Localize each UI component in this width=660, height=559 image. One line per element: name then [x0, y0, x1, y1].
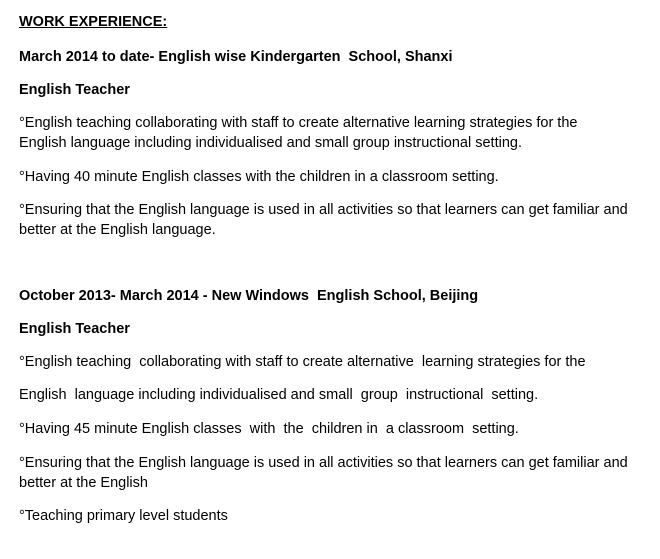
job-1-role: English Teacher — [19, 82, 130, 98]
job-2-duty-2: English language including individualised and small group instructional setting. — [19, 387, 539, 403]
job-1-duty-3: °Ensuring that the English language is used in all activities so that learners can get familiar and better at the English language. — [19, 202, 628, 238]
job-2-duty-1: °English teaching collaborating with staff to create alternative learning strategies for the — [19, 354, 586, 370]
section-title: WORK EXPERIENCE: — [19, 14, 168, 30]
job-2-role: English Teacher — [19, 321, 130, 337]
job-2-duty-3: °Having 45 minute English classes with the children in a classroom setting. — [19, 421, 519, 437]
job-2-duty-5: °Teaching primary level students — [19, 508, 228, 524]
job-1-duty-2: °Having 40 minute English classes with the children in a classroom setting. — [19, 169, 499, 185]
job-1-duty-1: °English teaching collaborating with staff to create alternative learning strategies for the English language including individualised and small group instructional setting. — [19, 115, 578, 151]
job-2-duty-4: °Ensuring that the English language is used in all activities so that learners can get familiar and better at the English — [19, 455, 628, 491]
job-2-period-place: October 2013- March 2014 - New Windows English School, Beijing — [19, 288, 479, 304]
job-1-period-place: March 2014 to date- English wise Kindergarten School, Shanxi — [19, 49, 453, 65]
